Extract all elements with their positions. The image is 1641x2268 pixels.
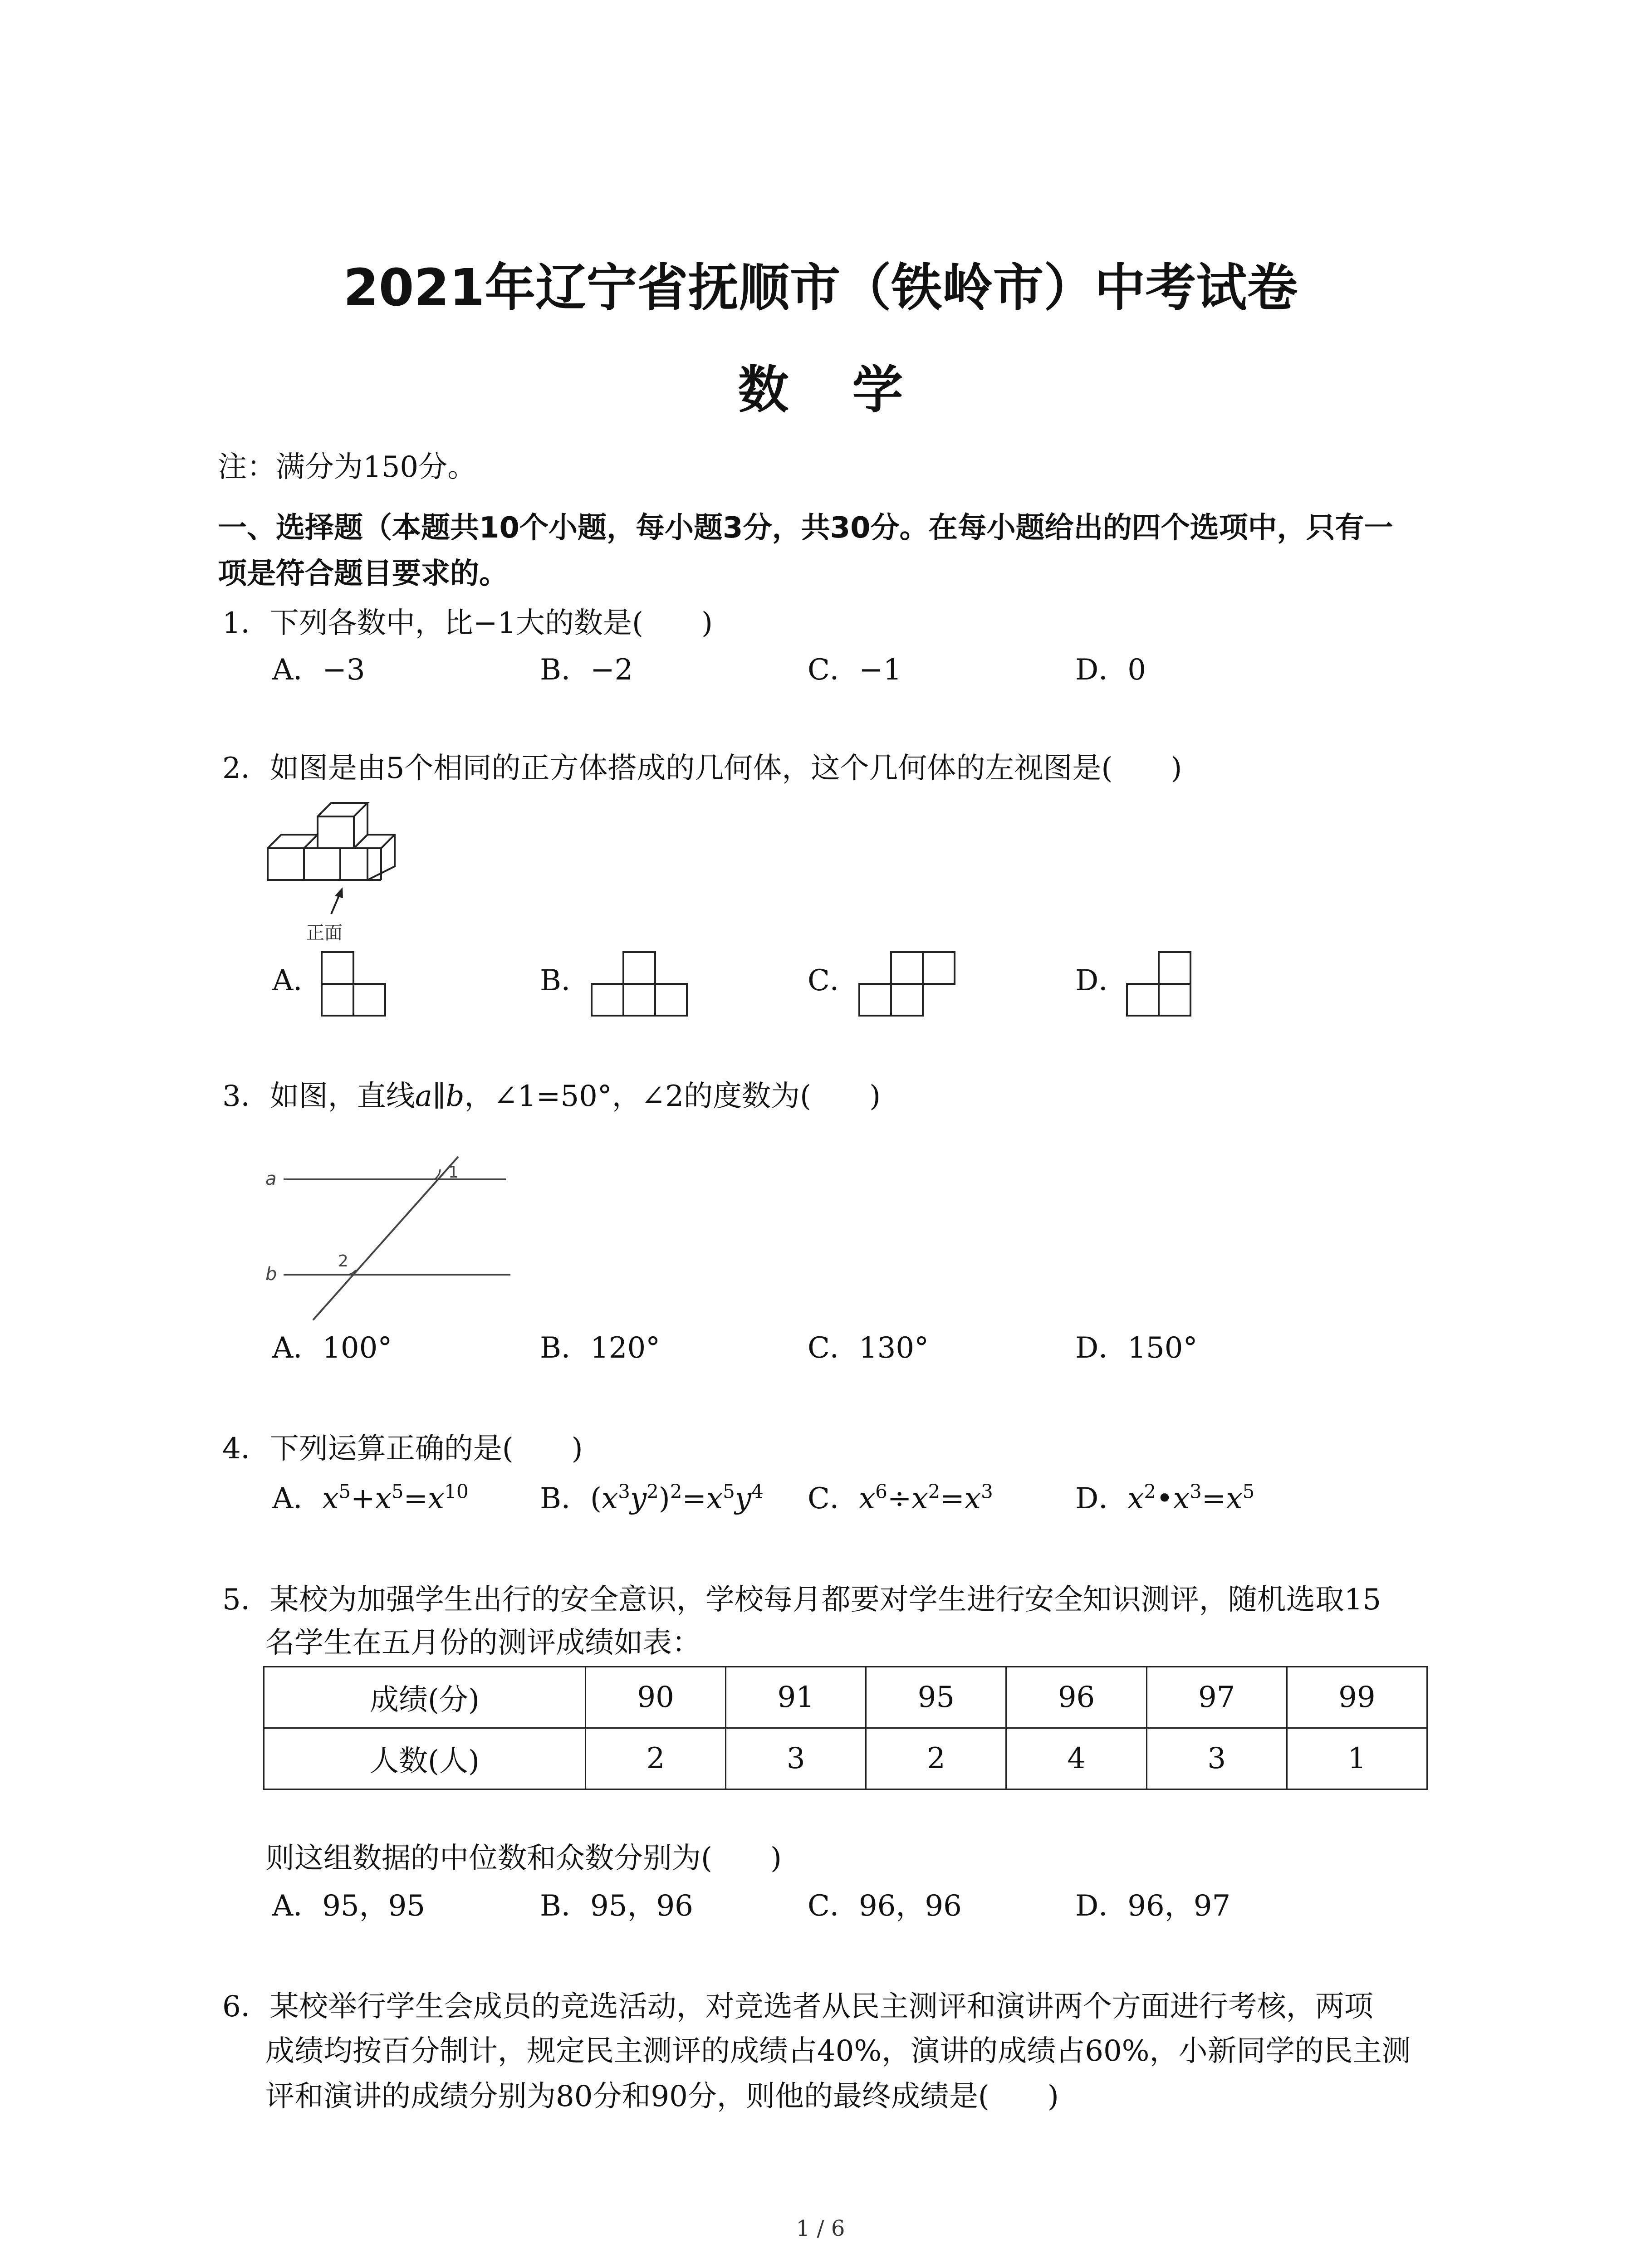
table-cell: 99 [1287,1667,1427,1728]
table-cell: 90 [586,1667,726,1728]
score-note: 注：满分为150分。 [218,450,477,484]
table-cell: 91 [726,1667,866,1728]
section-heading-line2: 项是符合题目要求的。 [218,557,508,591]
table-cell: 97 [1146,1667,1287,1728]
q1-option-b: B．−2 [540,653,633,687]
q4-option-c: C．$x^6\div x^2=x^3$ [808,1480,993,1515]
subject-title: 数学 [738,361,967,420]
table-cell: 96 [1006,1667,1146,1728]
q1-stem: 1．下列各数中，比−1大的数是( ) [222,606,713,640]
label-a: a [265,1168,277,1189]
q2-option-b-figure [590,950,690,1018]
table-cell: 3 [726,1728,866,1789]
q5-score-table [263,1666,1428,1790]
q5-option-b: B．95，96 [540,1889,693,1923]
cube-front-2 [304,848,340,880]
q2-option-d-figure [1125,950,1193,1018]
q4-option-a: A．$x^5+x^5=x^{10}$ [272,1480,469,1515]
q6-stem-line2: 成绩均按百分制计，规定民主测评的成绩占40%，演讲的成绩占60%，小新同学的民主测 [265,2034,1411,2068]
label-b: b [265,1264,277,1285]
transversal-line [313,1157,458,1320]
q4-option-d: D．$x^2•x^3=x^5$ [1075,1480,1255,1515]
cube-top-front [318,816,354,848]
table-row [264,1728,1427,1789]
label-angle-1: 1 [448,1163,459,1182]
q4-stem: 4．下列运算正确的是( ) [222,1432,583,1466]
table-row [264,1667,1427,1728]
q5-option-d: D．96，97 [1075,1889,1231,1923]
cube-front-1 [268,848,304,880]
q2-option-b-label: B． [540,964,591,997]
page-number: 1 / 6 [796,2216,845,2241]
q5-option-c: C．96，96 [808,1889,962,1923]
q2-stem: 2．如图是由5个相同的正方体搭成的几何体，这个几何体的左视图是( ) [222,752,1182,785]
cube-front-3 [340,848,367,880]
q3-option-d: D．150° [1075,1331,1198,1365]
q2-cube-figure [263,789,408,953]
table-cell: 95 [866,1667,1006,1728]
q3-option-c: C．130° [808,1331,929,1365]
table-header-cell: 成绩(分) [264,1667,586,1728]
q3-stem: 3．如图，直线a∥b，∠1=50°，∠2的度数为( ) [222,1080,881,1113]
table-cell: 4 [1006,1728,1146,1789]
q3-parallel-lines-figure [259,1148,522,1329]
front-arrow-head [335,887,343,898]
q2-option-a-figure [320,950,388,1018]
q2-front-label: 正面 [306,923,343,943]
q5-stem-line2: 名学生在五月份的测评成绩如表： [265,1626,701,1660]
q6-stem-line1: 6．某校举行学生会成员的竞选活动，对竞选者从民主测评和演讲两个方面进行考核，两项 [222,1990,1373,2024]
q1-option-a: A．−3 [272,653,365,687]
q2-option-c-label: C． [808,964,859,997]
table-cell: 3 [1146,1728,1287,1789]
q1-option-d: D．0 [1075,653,1146,687]
q6-stem-line3: 评和演讲的成绩分别为80分和90分，则他的最终成绩是( ) [265,2080,1059,2113]
q5-option-a: A．95，95 [272,1889,426,1923]
q3-option-b: B．120° [540,1331,661,1365]
q5-after-text: 则这组数据的中位数和众数分别为( ) [265,1842,782,1875]
q5-stem-line1: 5．某校为加强学生出行的安全意识，学校每月都要对学生进行安全知识测评，随机选取15 [222,1583,1381,1617]
table-cell: 2 [586,1728,726,1789]
q3-option-a: A．100° [272,1331,392,1365]
q2-option-c-figure [857,950,957,1018]
q4-option-b: B．$(x^3y^2)^2=x^5y^4$ [540,1480,764,1515]
exam-title: 2021年辽宁省抚顺市（铁岭市）中考试卷 [343,259,1298,318]
table-cell: 2 [866,1728,1006,1789]
table-cell: 1 [1287,1728,1427,1789]
table-header-cell: 人数(人) [264,1728,586,1789]
q2-option-d-label: D． [1075,964,1128,997]
q2-option-a-label: A． [272,964,323,997]
section-heading-line1: 一、选择题（本题共10个小题，每小题3分，共30分。在每小题给出的四个选项中，只有一 [218,511,1393,545]
q1-option-c: C．−1 [808,653,902,687]
label-angle-2: 2 [338,1252,348,1271]
